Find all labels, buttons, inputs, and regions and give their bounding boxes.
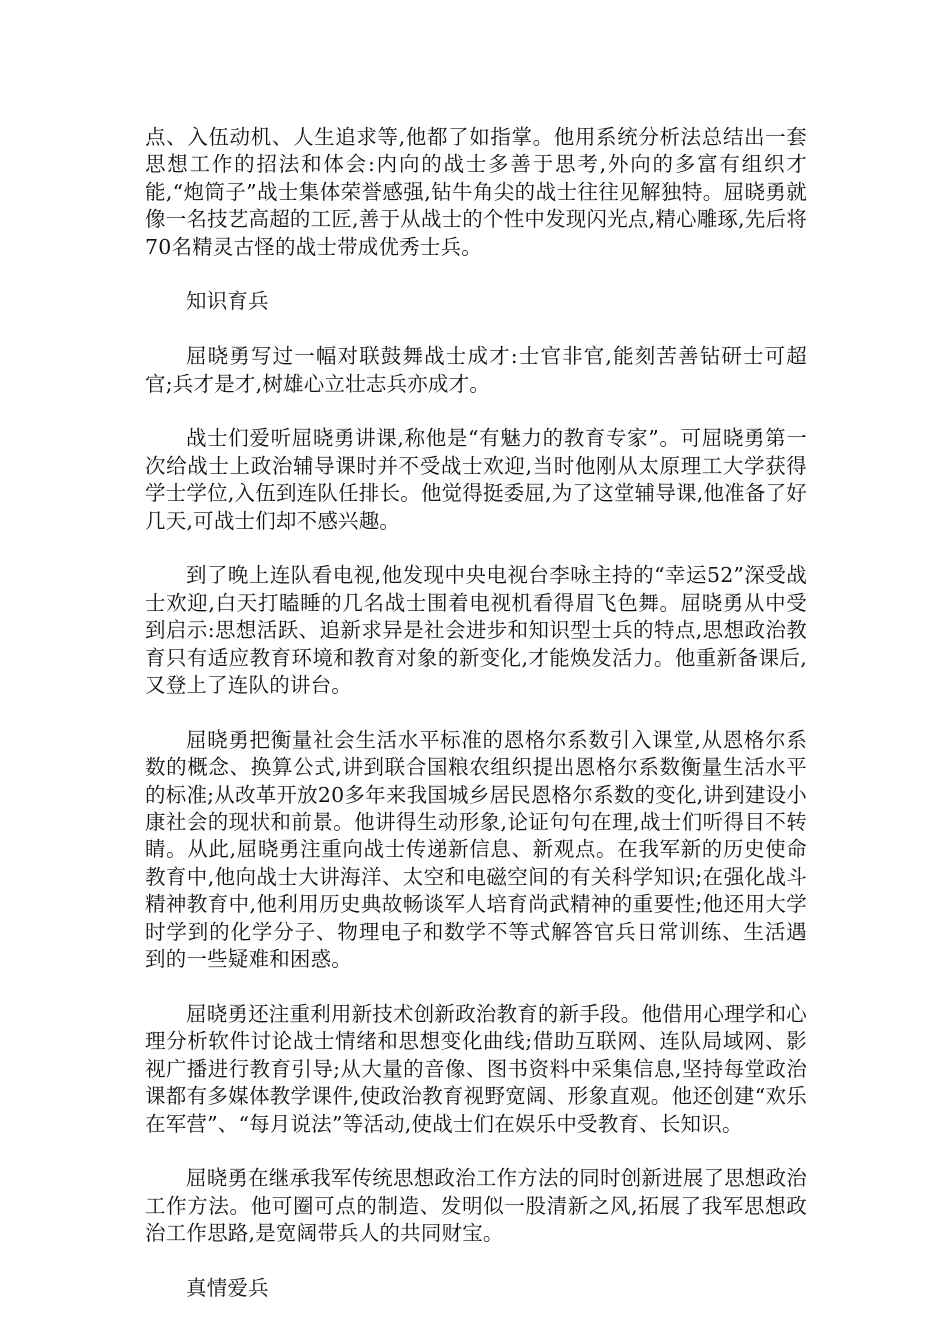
section-heading-knowledge: 知识育兵 — [186, 289, 269, 314]
paragraph-lecture: 战士们爱听屈晓勇讲课,称他是“有魅力的教育专家”。可屈晓勇第一次给战士上政治辅导课时并不受战士欢迎,当时他刚从太原理工大学获得学士学位,入伍到连队任排长。他觉得挺委屈,为了这堂辅导课,他准备了好几天,可战士们却不感兴趣。 — [145, 426, 807, 533]
document-body — [145, 124, 807, 1330]
paragraph-engel: 屈晓勇把衡量社会生活水平标准的恩格尔系数引入课堂,从恩格尔系数的概念、换算公式,讲到联合国粮农组织提出恩格尔系数衡量生活水平的标准;从改革开放20多年来我国城乡居民恩格尔系数的变化,讲到建设小康社会的现状和前景。他讲得生动形象,论证句句在理,战士们听得目不转睛。从此,屈晓勇注重向战士传递新信息、新观点。在我军新的历史使命教育中,他向战士大讲海洋、太空和电磁空间的有关科学知识;在强化战斗精神教育中,他利用历史典故畅谈军人培育尚武精神的重要性;他还用大学时学到的化学分子、物理电子和数学不等式解答官兵日常训练、生活遇到的一些疑难和困惑。 — [145, 727, 807, 972]
paragraph-1: 点、入伍动机、人生追求等,他都了如指掌。他用系统分析法总结出一套思想工作的招法和体会:内向的战士多善于思考,外向的多富有组织才能,“炮筒子”战士集体荣誉感强,钻牛角尖的战士往往见解独特。屈晓勇就像一名技艺高超的工匠,善于从战士的个性中发现闪光点,精心雕琢,先后将70名精灵古怪的战士带成优秀士兵。 — [145, 125, 807, 259]
paragraph-couplet: 屈晓勇写过一幅对联鼓舞战士成才:士官非官,能刻苦善钻研士可超官;兵才是才,树雄心立壮志兵亦成才。 — [145, 344, 807, 396]
section-heading-affection: 真情爱兵 — [186, 1275, 269, 1300]
paragraph-tv: 到了晚上连队看电视,他发现中央电视台李咏主持的“幸运52”深受战士欢迎,白天打瞌睡的几名战士围着电视机看得眉飞色舞。屈晓勇从中受到启示:思想活跃、追新求异是社会进步和知识型士兵的特点,思想政治教育只有适应教育环境和教育对象的新变化,才能焕发活力。他重新备课后,又登上了连队的讲台。 — [145, 563, 807, 698]
paragraph-technology: 屈晓勇还注重利用新技术创新政治教育的新手段。他借用心理学和心理分析软件讨论战士情绪和思想变化曲线;借助互联网、连队局域网、影视广播进行教育引导;从大量的音像、图书资料中采集信息,坚持每堂政治课都有多媒体教学课件,使政治教育视野宽阔、形象直观。他还创建“欢乐在军营”、“每月说法”等活动,使战士们在娱乐中受教育、长知识。 — [145, 1001, 807, 1136]
paragraph-innovation: 屈晓勇在继承我军传统思想政治工作方法的同时创新进展了思想政治工作方法。他可圈可点的制造、发明似一股清新之风,拓展了我军思想政治工作思路,是宽阔带兵人的共同财宝。 — [145, 1166, 807, 1246]
